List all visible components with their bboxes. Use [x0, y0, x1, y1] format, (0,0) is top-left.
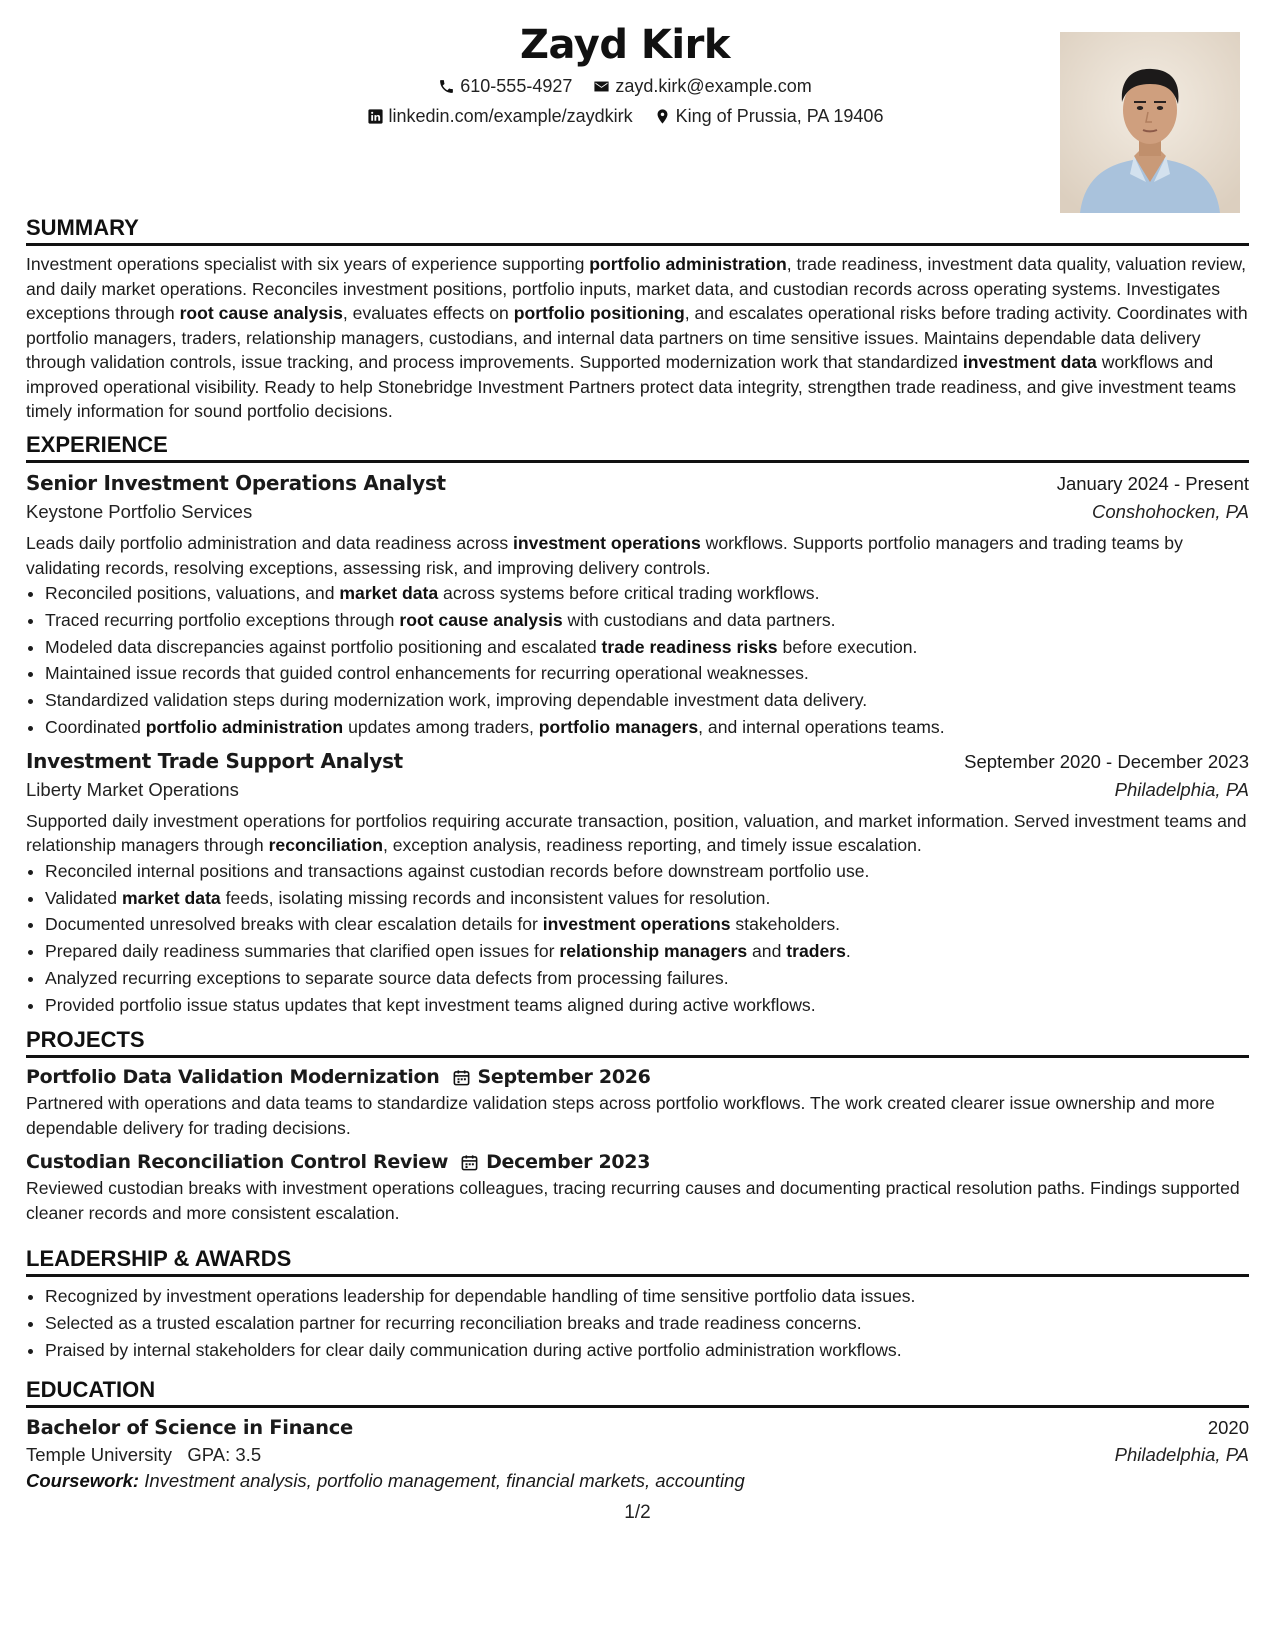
- section-title-leadership: LEADERSHIP & AWARDS: [26, 1246, 1249, 1277]
- job-subheader: [26, 501, 1249, 523]
- bullet-item: [45, 965, 1249, 992]
- bullet-item: [45, 634, 1249, 661]
- bullet-item: [45, 885, 1249, 912]
- phone-number: 610-555-4927: [460, 76, 573, 96]
- leadership-bullets: [26, 1283, 1249, 1363]
- section-title-projects: PROJECTS: [26, 1027, 1249, 1058]
- email-address[interactable]: zayd.kirk@example.com: [615, 76, 812, 96]
- text-segment: Provided portfolio issue status updates that kept investment teams aligned during active workflows.: [45, 994, 816, 1015]
- experience-section: [26, 432, 1249, 1019]
- bold-keyword: market data: [121, 887, 221, 908]
- job-header: [26, 471, 1249, 495]
- gpa: GPA: 3.5: [187, 1444, 262, 1465]
- text-segment: Traced recurring portfolio exceptions through: [45, 609, 400, 630]
- bold-keyword: investment operations: [542, 914, 731, 935]
- project-header: [26, 1151, 650, 1173]
- map-pin-icon: [654, 108, 671, 125]
- bold-keyword: portfolio positioning: [513, 303, 685, 323]
- school-gpa: [26, 1444, 261, 1466]
- bold-keyword: relationship managers: [559, 941, 748, 962]
- summary-section: [26, 215, 1249, 424]
- bold-keyword: portfolio administration: [145, 716, 344, 737]
- page-number: 1/2: [624, 1502, 651, 1523]
- text-segment: feeds, isolating missing records and inconsistent values for resolution.: [220, 887, 771, 908]
- bullet-item: [45, 660, 1249, 687]
- project-header: [26, 1066, 651, 1088]
- school-location: Philadelphia, PA: [1114, 1444, 1249, 1465]
- location-item: [654, 106, 884, 127]
- text-segment: workflows. Supports portfolio managers and trading teams by validating records, resolving exceptions, assessing risk, and improving delivery controls.: [26, 533, 1183, 578]
- bullet-item: [45, 858, 1249, 885]
- list-item: • Selected as a trusted escalation partner for recurring reconciliation breaks and trade readiness concerns.: [45, 1310, 1249, 1337]
- project-date: September 2026: [477, 1066, 651, 1088]
- linkedin-icon: [367, 108, 384, 125]
- graduation-year: 2020: [1207, 1417, 1249, 1438]
- project-date: December 2023: [486, 1151, 651, 1173]
- projects-section: [26, 1027, 1249, 1225]
- school-name: Temple University: [26, 1444, 172, 1465]
- bold-keyword: trade readiness risks: [601, 636, 778, 657]
- bullet-item: [45, 607, 1249, 634]
- section-title-experience: EXPERIENCE: [26, 432, 1249, 463]
- location-text: King of Prussia, PA 19406: [675, 106, 884, 126]
- text-segment: Documented unresolved breaks with clear escalation details for: [45, 914, 543, 935]
- job-location: Philadelphia, PA: [1114, 778, 1249, 800]
- envelope-icon: [593, 78, 610, 95]
- bold-keyword: investment operations: [513, 533, 701, 553]
- text-segment: , trade readiness, investment data quality, valuation review, and daily market operations. Reconciles investment positions, portfolio inputs, market data, and custodian records across operating systems. Investigates exceptions through: [26, 254, 1247, 323]
- project-description: Reviewed custodian breaks with investment operations colleagues, tracing recurring causes and documenting practical resolution paths. Findings supported cleaner records and more consistent escalation.: [26, 1178, 1240, 1223]
- text-segment: .: [845, 941, 851, 962]
- bold-keyword: traders: [786, 941, 846, 962]
- degree: Bachelor of Science in Finance: [26, 1416, 353, 1439]
- text-segment: Prepared daily readiness summaries that clarified open issues for: [45, 941, 560, 962]
- text-segment: Maintained issue records that guided control enhancements for recurring operational weaknesses.: [45, 663, 809, 684]
- text-segment: , and escalates operational risks before trading activity. Coordinates with portfolio managers, traders, relationship managers, custodians, and internal data partners on time sensitive issues. Maintains dependable data delivery through validation controls, issue tracking, and process improvements. Supported modernization work that standardized: [26, 303, 1248, 372]
- job-title: Investment Trade Support Analyst: [26, 748, 403, 773]
- bullet-item: [45, 992, 1249, 1019]
- job-subheader: [26, 779, 1249, 801]
- text-segment: Reconciled internal positions and transactions against custodian records before downstream portfolio use.: [45, 860, 870, 881]
- job-bullets: [26, 858, 1249, 1019]
- bold-keyword: reconciliation: [268, 835, 383, 856]
- list-item: • Praised by internal stakeholders for clear daily communication during active portfolio administration workflows.: [45, 1337, 1249, 1364]
- bold-keyword: portfolio managers: [538, 716, 699, 737]
- job-title: Senior Investment Operations Analyst: [26, 471, 446, 495]
- text-segment: , exception analysis, readiness reporting, and timely issue escalation.: [382, 835, 922, 856]
- bold-keyword: root cause analysis: [179, 303, 343, 323]
- text-segment: Investment operations specialist with six years of experience supporting: [26, 254, 590, 274]
- bold-keyword: root cause analysis: [399, 609, 563, 630]
- profile-photo: [1060, 32, 1240, 213]
- text-segment: updates among traders,: [343, 716, 539, 737]
- coursework-label: Coursework:: [26, 1470, 140, 1491]
- text-segment: , evaluates effects on: [342, 303, 514, 323]
- phone-icon: [438, 78, 455, 95]
- section-title-summary: SUMMARY: [26, 215, 1249, 246]
- text-segment: Reconciled positions, valuations, and: [45, 583, 340, 603]
- text-segment: Standardized validation steps during modernization work, improving dependable investment data delivery.: [45, 690, 868, 711]
- bullet-item: [45, 687, 1249, 714]
- bullet-item: [45, 714, 1249, 741]
- text-segment: stakeholders.: [730, 914, 841, 935]
- linkedin-url[interactable]: linkedin.com/example/zaydkirk: [388, 106, 633, 126]
- education-subheader: [26, 1444, 1249, 1466]
- bullet-item: [45, 938, 1249, 965]
- job-dates: September 2020 - December 2023: [964, 750, 1249, 772]
- text-segment: across systems before critical trading workflows.: [438, 583, 820, 603]
- job-bullets: [26, 580, 1249, 741]
- leadership-section: [26, 1246, 1249, 1363]
- summary-text: [26, 252, 1249, 424]
- project-title: Portfolio Data Validation Modernization: [26, 1066, 440, 1088]
- job-entry: [26, 749, 1249, 1019]
- text-segment: Validated: [45, 887, 122, 908]
- job-company: Liberty Market Operations: [26, 778, 239, 800]
- education-header: [26, 1416, 1249, 1439]
- project-entry: [26, 1151, 1249, 1225]
- job-entry: [26, 471, 1249, 741]
- coursework-line: [26, 1470, 1249, 1492]
- text-segment: with custodians and data partners.: [562, 609, 836, 630]
- job-description: [26, 809, 1249, 858]
- project-entry: [26, 1066, 1249, 1140]
- job-dates: January 2024 - Present: [1056, 473, 1249, 494]
- bullet-item: [45, 580, 1249, 607]
- section-title-education: EDUCATION: [26, 1377, 1249, 1408]
- list-item: • Recognized by investment operations leadership for dependable handling of time sensitive portfolio data issues.: [45, 1283, 1249, 1310]
- text-segment: , and internal operations teams.: [698, 716, 945, 737]
- text-segment: Modeled data discrepancies against portfolio positioning and escalated: [45, 636, 602, 657]
- education-section: [26, 1377, 1249, 1492]
- phone-item: [438, 76, 572, 97]
- email-item[interactable]: [593, 76, 811, 97]
- text-segment: Analyzed recurring exceptions to separate source data defects from processing failures.: [45, 967, 729, 988]
- text-segment: and: [747, 941, 787, 962]
- text-segment: Coordinated: [45, 716, 146, 737]
- calendar-icon: [460, 1153, 479, 1172]
- text-segment: Leads daily portfolio administration and data readiness across: [26, 533, 514, 553]
- bullet-item: [45, 911, 1249, 938]
- bold-keyword: investment data: [962, 352, 1097, 372]
- project-description: Partnered with operations and data teams to standardize validation steps across portfolio workflows. The work created clearer issue ownership and more dependable delivery for trading decisions.: [26, 1093, 1215, 1138]
- linkedin-item[interactable]: [367, 106, 633, 127]
- job-description: [26, 531, 1249, 580]
- coursework-text: Investment analysis, portfolio management, financial markets, accounting: [144, 1470, 745, 1491]
- job-location: Conshohocken, PA: [1091, 501, 1249, 522]
- project-title: Custodian Reconciliation Control Review: [26, 1151, 449, 1173]
- bold-keyword: portfolio administration: [589, 254, 787, 274]
- job-header: [26, 749, 1249, 773]
- text-segment: Supported daily investment operations for portfolios requiring accurate transaction, position, valuation, and market information. Served investment teams and relationship managers through: [26, 810, 1247, 856]
- candidate-name: Zayd Kirk: [520, 22, 730, 68]
- calendar-icon: [452, 1068, 471, 1087]
- text-segment: before execution.: [777, 636, 918, 657]
- job-company: Keystone Portfolio Services: [26, 501, 253, 522]
- text-segment: workflows and improved operational visibility. Ready to help Stonebridge Investment Partners protect data integrity, strengthen trade readiness, and give investment teams timely information for sound portfolio decisions.: [26, 352, 1237, 421]
- bold-keyword: market data: [339, 583, 439, 603]
